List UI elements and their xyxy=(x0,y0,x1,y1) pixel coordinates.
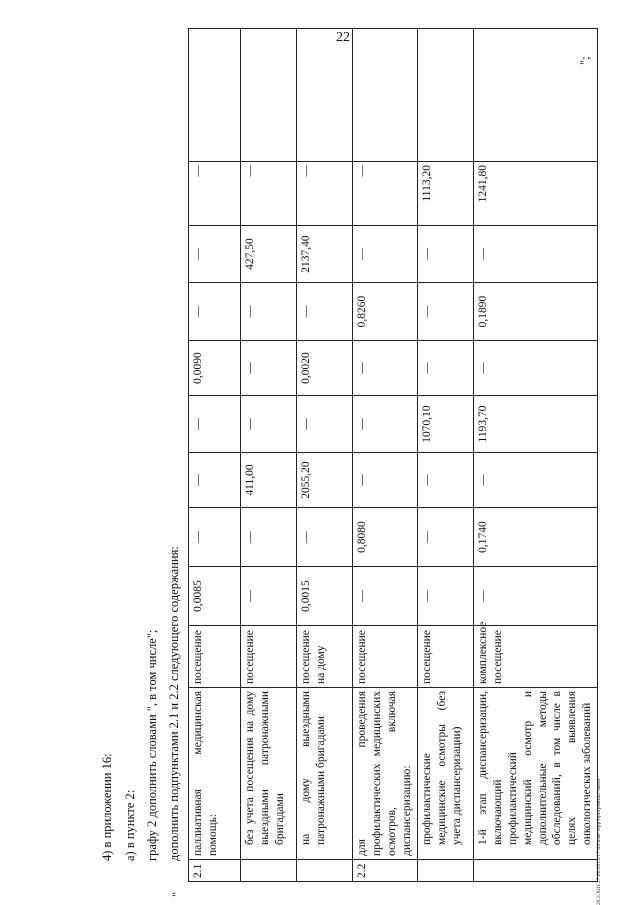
empty-cell xyxy=(353,29,418,162)
value-3: 2055,20 xyxy=(297,453,353,508)
value-5: — xyxy=(473,341,598,396)
value-7: — xyxy=(473,226,598,283)
value-2: — xyxy=(189,508,241,567)
closing-quote: "; xyxy=(578,56,592,65)
row-number: 2.1 xyxy=(189,860,241,882)
row-number xyxy=(241,860,297,882)
value-1: 0,0015 xyxy=(297,567,353,626)
value-4: — xyxy=(189,396,241,453)
instruction-line-2: а) в пункте 2: xyxy=(123,789,137,861)
value-1: — xyxy=(241,567,297,626)
value-7: — xyxy=(353,226,418,283)
empty-cell xyxy=(241,29,297,162)
value-4: — xyxy=(353,396,418,453)
row-unit: посещение xyxy=(353,626,418,688)
value-6: — xyxy=(189,283,241,341)
row-unit: посещение xyxy=(189,626,241,688)
value-5: — xyxy=(417,341,473,396)
value-5: — xyxy=(353,341,418,396)
instruction-line-3: графу 2 дополнить словами ", в том числе"; xyxy=(145,629,159,861)
empty-cell xyxy=(473,29,598,162)
value-3: 411,00 xyxy=(241,453,297,508)
row-number: 2.2 xyxy=(353,860,418,882)
value-6: 0,8260 xyxy=(353,283,418,341)
value-6: — xyxy=(297,283,353,341)
value-3: — xyxy=(353,453,418,508)
empty-cell xyxy=(189,29,241,162)
value-2: 0,8080 xyxy=(353,508,418,567)
value-6: — xyxy=(417,283,473,341)
value-1: 0,0085 xyxy=(189,567,241,626)
value-7: 2137,40 xyxy=(297,226,353,283)
value-3: — xyxy=(417,453,473,508)
value-2: 0,1740 xyxy=(473,508,598,567)
value-4: — xyxy=(297,396,353,453)
instruction-line-1: 4) в приложении 16: xyxy=(100,753,114,861)
row-unit: комплексное посещение xyxy=(473,626,598,688)
row-name: для проведения профилактических медицинских осмотров, включая диспансеризацию: xyxy=(353,688,418,860)
amendment-table xyxy=(188,28,598,882)
table-row xyxy=(297,29,353,882)
value-2: — xyxy=(297,508,353,567)
value-7: — xyxy=(189,226,241,283)
row-unit: посещение на дому xyxy=(297,626,353,688)
table-row xyxy=(417,29,473,882)
value-7: 427,50 xyxy=(241,226,297,283)
value-8: 1113,20 xyxy=(417,162,473,226)
row-unit: посещение xyxy=(241,626,297,688)
value-3: — xyxy=(189,453,241,508)
row-name: 1-й этап диспансеризации, включающий профилактический медицинский осмотр и дополнительные методы обследований, в том числе в целях выявления онкологических заболеваний xyxy=(473,688,598,860)
value-6: 0,1890 xyxy=(473,283,598,341)
value-3: — xyxy=(473,453,598,508)
value-5: — xyxy=(241,341,297,396)
value-1: — xyxy=(473,567,598,626)
value-8: — xyxy=(353,162,418,226)
empty-cell xyxy=(417,29,473,162)
value-5: 0,0020 xyxy=(297,341,353,396)
row-number xyxy=(297,860,353,882)
row-name: на дому выездными патронажными бригадами xyxy=(297,688,353,860)
value-8: — xyxy=(241,162,297,226)
value-4: — xyxy=(241,396,297,453)
value-2: — xyxy=(417,508,473,567)
table-row xyxy=(189,29,241,882)
value-7: — xyxy=(417,226,473,283)
row-number xyxy=(417,860,473,882)
value-8: 1241,80 xyxy=(473,162,598,226)
table-row xyxy=(353,29,418,882)
table-row xyxy=(473,29,598,882)
value-1: — xyxy=(417,567,473,626)
value-2: — xyxy=(241,508,297,567)
instruction-line-4: дополнить подпунктами 2.1 и 2.2 следующего содержания: xyxy=(167,546,181,861)
value-6: — xyxy=(241,283,297,341)
value-8: — xyxy=(189,162,241,226)
table-row xyxy=(241,29,297,882)
row-name: профилактические медицинские осмотры (без учета диспансеризации) xyxy=(417,688,473,860)
opening-quote: " xyxy=(170,891,184,897)
value-5: 0,0090 xyxy=(189,341,241,396)
value-4: 1193,70 xyxy=(473,396,598,453)
document-code: 20.3.XIII/27.06.2019/17-46/изм-терр-программы-закон xyxy=(596,778,602,905)
value-4: 1070,10 xyxy=(417,396,473,453)
row-name: паллиативная медицинская помощь: xyxy=(189,688,241,860)
row-number xyxy=(473,860,598,882)
value-8: — xyxy=(297,162,353,226)
empty-cell xyxy=(297,29,353,162)
page-number: 22 xyxy=(336,30,350,45)
row-name: без учета посещения на дому выездными патронажными бригадами xyxy=(241,688,297,860)
value-1: — xyxy=(353,567,418,626)
row-unit: посещение xyxy=(417,626,473,688)
